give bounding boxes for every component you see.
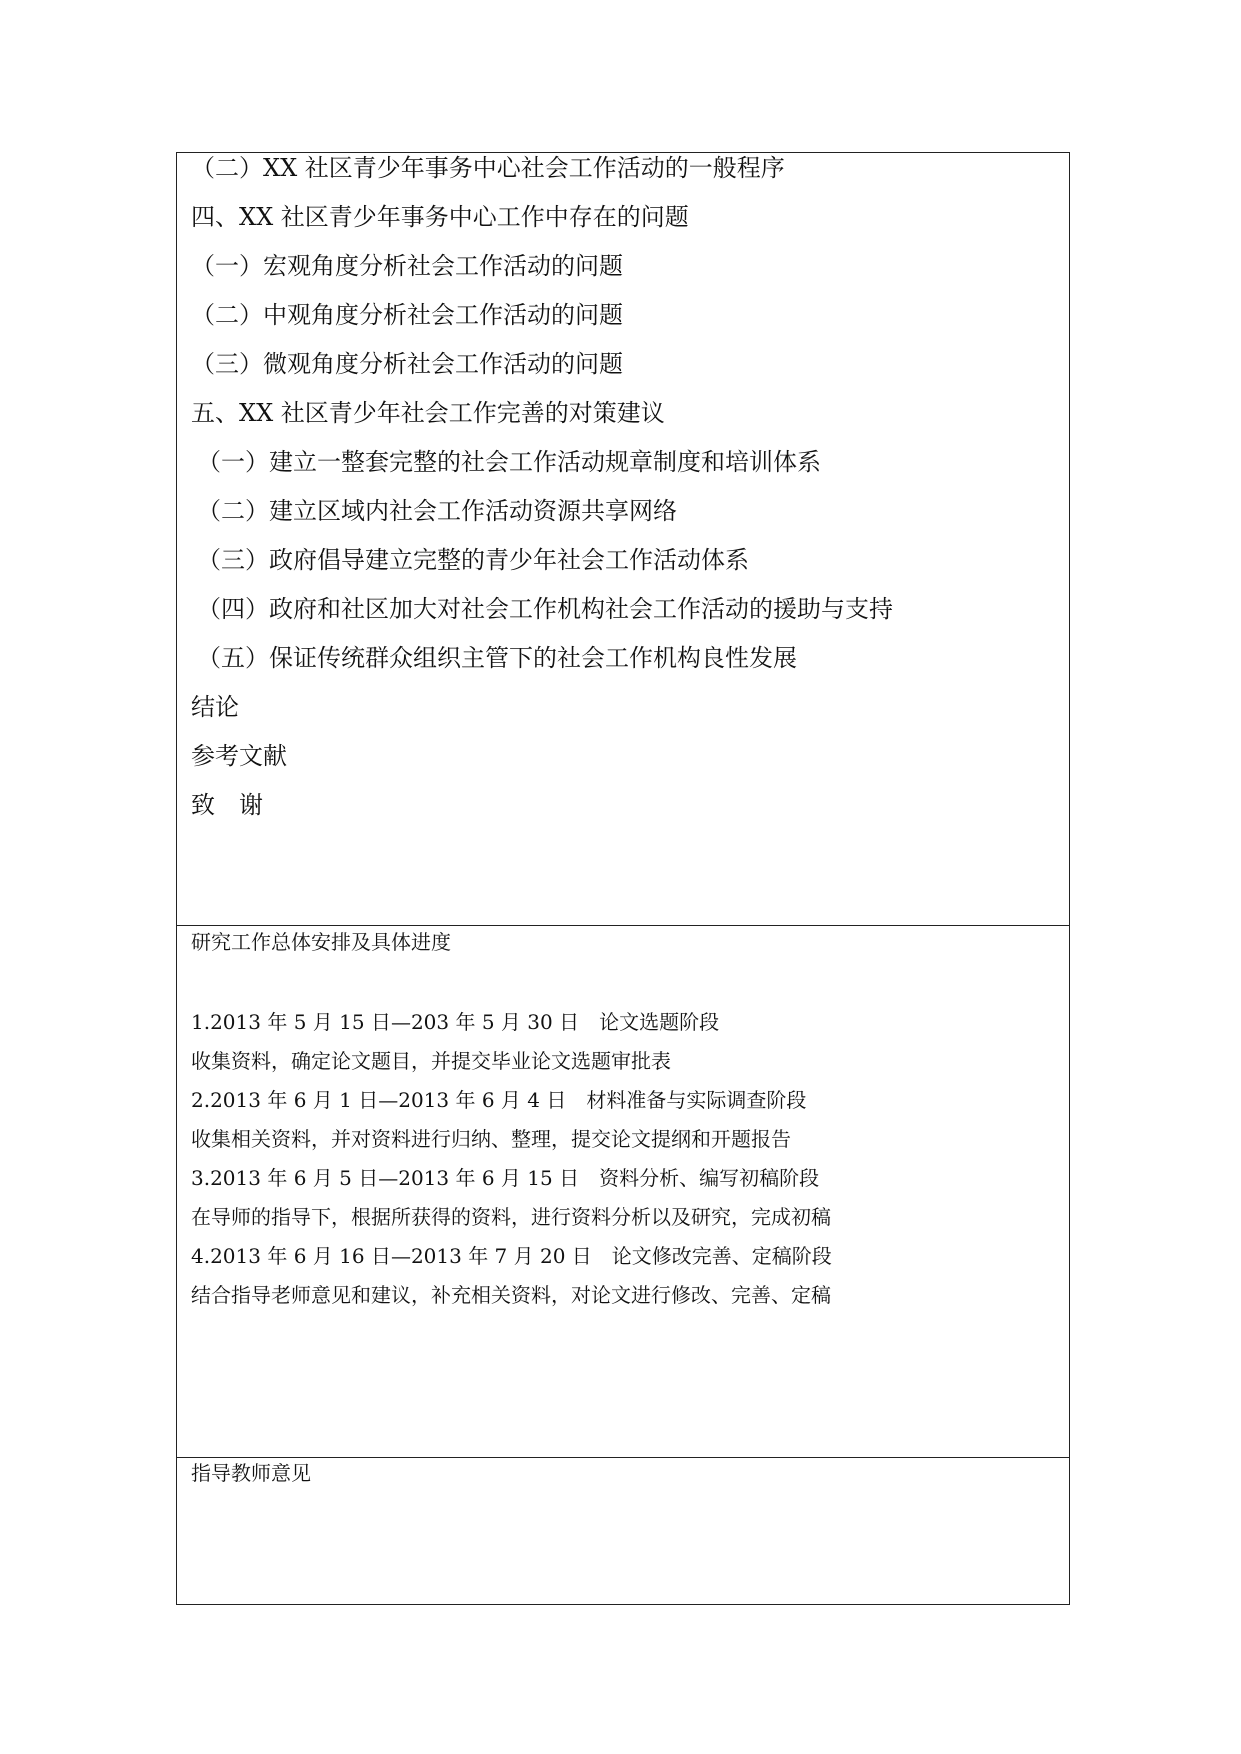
schedule-line: 3.2013 年 6 月 5 日—2013 年 6 月 15 日 资料分析、编写初稿阶段 [191, 1166, 820, 1190]
outline-cell [177, 153, 1069, 926]
outline-line: 致 谢 [191, 791, 263, 819]
outline-line: 结论 [191, 693, 239, 721]
schedule-line: 2.2013 年 6 月 1 日—2013 年 6 月 4 日 材料准备与实际调查阶段 [191, 1088, 807, 1112]
schedule-line: 收集资料，确定论文题目，并提交毕业论文选题审批表 [191, 1049, 671, 1073]
outline-line: 参考文献 [191, 742, 287, 770]
schedule-title: 研究工作总体安排及具体进度 [191, 930, 451, 954]
schedule-line: 在导师的指导下，根据所获得的资料，进行资料分析以及研究，完成初稿 [191, 1205, 831, 1229]
outline-line: （二）XX 社区青少年事务中心社会工作活动的一般程序 [191, 154, 785, 182]
outline-line: （三）政府倡导建立完整的青少年社会工作活动体系 [197, 546, 749, 574]
outline-line: 五、XX 社区青少年社会工作完善的对策建议 [191, 399, 665, 427]
schedule-cell [177, 926, 1069, 1458]
outline-line: （四）政府和社区加大对社会工作机构社会工作活动的援助与支持 [197, 595, 893, 623]
schedule-line: 1.2013 年 5 月 15 日—203 年 5 月 30 日 论文选题阶段 [191, 1010, 720, 1034]
advisor-opinion-cell [177, 1458, 1069, 1604]
schedule-line: 结合指导老师意见和建议，补充相关资料，对论文进行修改、完善、定稿 [191, 1283, 831, 1307]
outline-line: （五）保证传统群众组织主管下的社会工作机构良性发展 [197, 644, 797, 672]
advisor-opinion-title: 指导教师意见 [191, 1461, 311, 1485]
outline-line: （一）宏观角度分析社会工作活动的问题 [191, 252, 623, 280]
outline-line: （三）微观角度分析社会工作活动的问题 [191, 350, 623, 378]
schedule-line: 收集相关资料，并对资料进行归纳、整理，提交论文提纲和开题报告 [191, 1127, 791, 1151]
outline-line: （二）建立区域内社会工作活动资源共享网络 [197, 497, 677, 525]
schedule-line: 4.2013 年 6 月 16 日—2013 年 7 月 20 日 论文修改完善、定稿阶段 [191, 1244, 832, 1268]
outline-line: （二）中观角度分析社会工作活动的问题 [191, 301, 623, 329]
proposal-table [176, 152, 1070, 1605]
outline-line: （一）建立一整套完整的社会工作活动规章制度和培训体系 [197, 448, 821, 476]
outline-line: 四、XX 社区青少年事务中心工作中存在的问题 [191, 203, 689, 231]
